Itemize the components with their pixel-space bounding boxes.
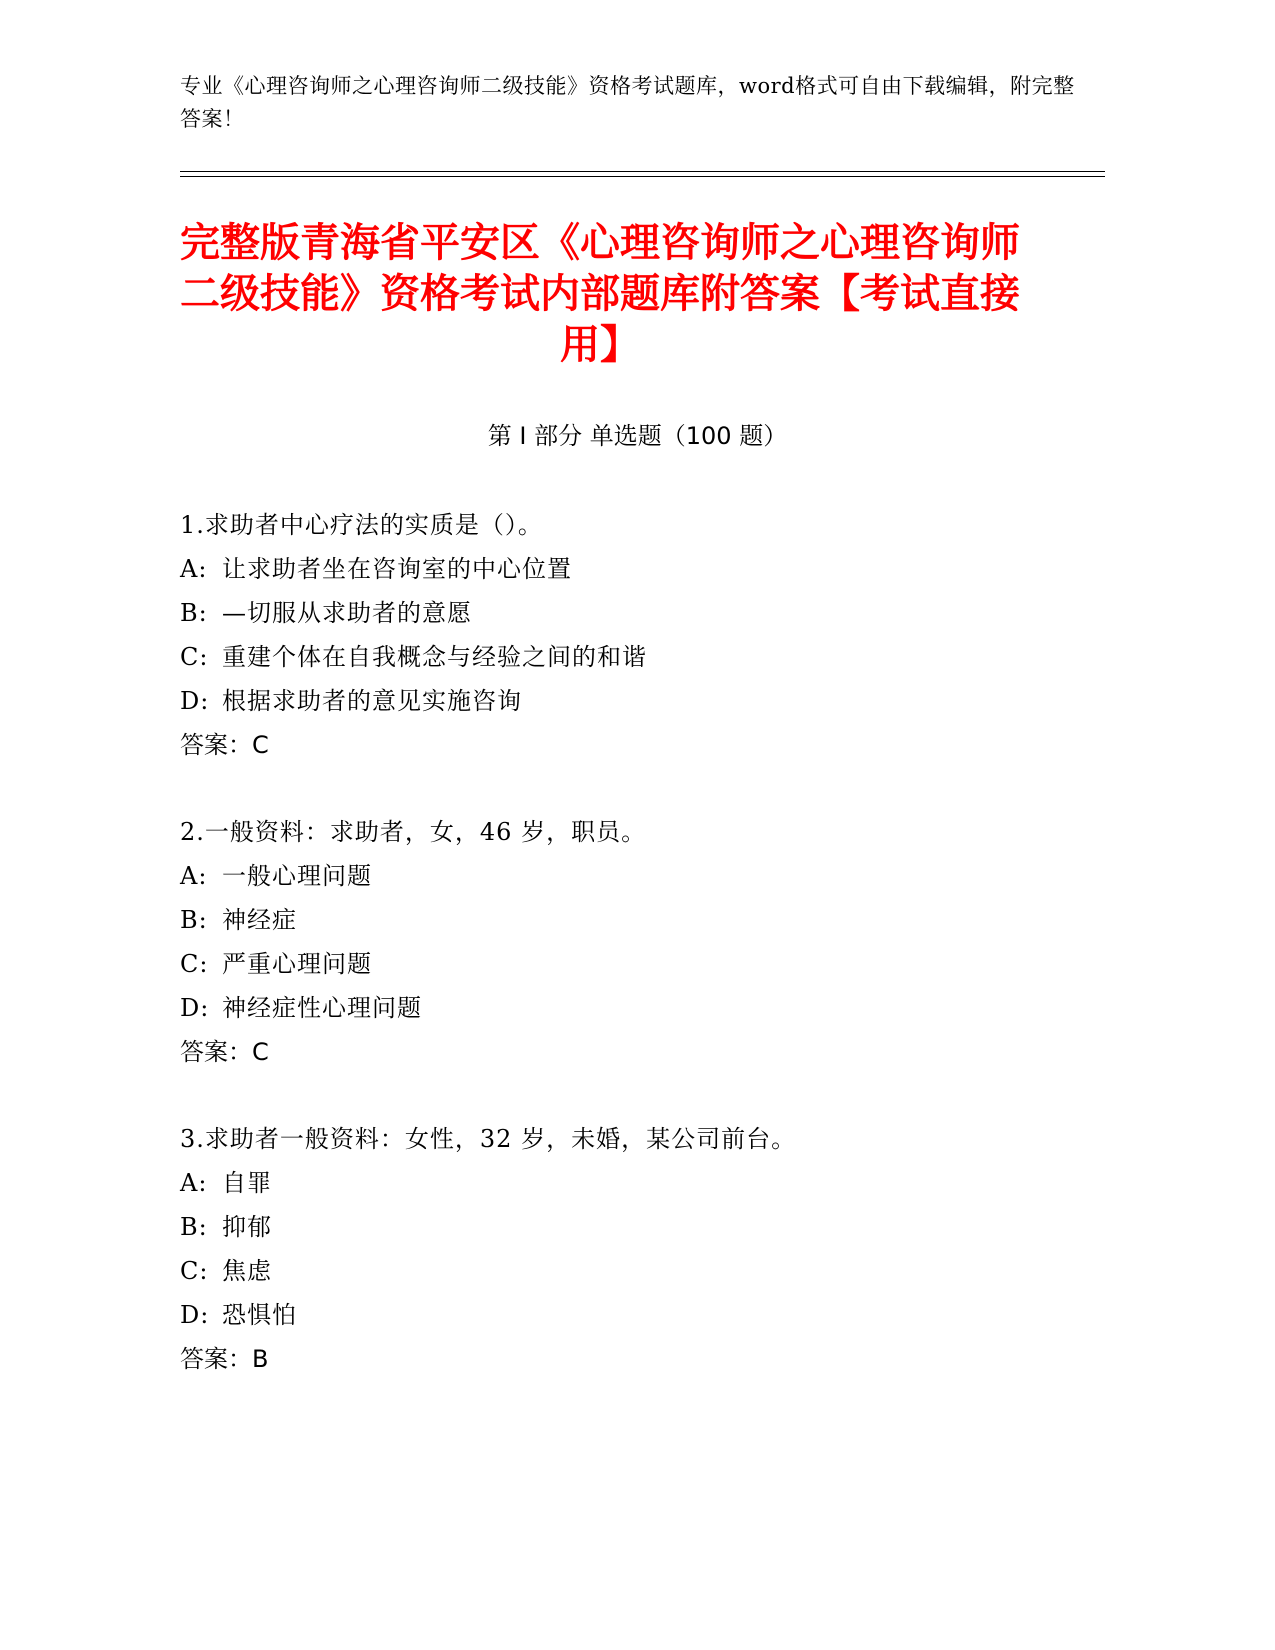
option-letter: D:	[180, 1301, 210, 1329]
option-d	[180, 986, 1080, 1030]
option-b	[180, 591, 1080, 635]
option-c	[180, 942, 1080, 986]
option-text: 严重心理问题	[222, 950, 372, 978]
option-d	[180, 1293, 1080, 1337]
option-text: 根据求助者的意见实施咨询	[222, 687, 522, 715]
answer-line: 答案：C	[180, 1038, 269, 1066]
option-letter: B:	[180, 1213, 208, 1241]
option-letter: B:	[180, 599, 208, 627]
question-list	[180, 503, 1080, 1424]
header-note: 专业《心理咨询师之心理咨询师二级技能》资格考试题库，word格式可自由下载编辑，附完整答案！	[180, 74, 1075, 131]
option-letter: B:	[180, 906, 208, 934]
option-b	[180, 1205, 1080, 1249]
option-text: 一般心理问题	[222, 862, 372, 890]
option-letter: A:	[180, 1169, 208, 1197]
option-text: 焦虑	[222, 1257, 272, 1285]
option-text: 让求助者坐在咨询室的中心位置	[222, 555, 572, 583]
option-text: —切服从求助者的意愿	[222, 599, 472, 627]
option-text: 恐惧怕	[222, 1301, 297, 1329]
header-divider-bottom	[180, 176, 1105, 177]
answer-line: 答案：B	[180, 1345, 269, 1373]
question-block	[180, 810, 1080, 1074]
option-c	[180, 1249, 1080, 1293]
option-letter: A:	[180, 555, 208, 583]
question-block	[180, 503, 1080, 767]
option-text: 自罪	[222, 1169, 272, 1197]
option-text: 神经症	[222, 906, 297, 934]
question-stem: 1.求助者中心疗法的实质是（）。	[180, 511, 543, 539]
document-title: 完整版青海省平安区《心理咨询师之心理咨询师二级技能》资格考试内部题库附答案【考试直接用】	[180, 220, 1020, 368]
option-a	[180, 1161, 1080, 1205]
option-letter: C:	[180, 643, 209, 671]
question-stem: 2.一般资料：求助者，女，46 岁，职员。	[180, 818, 647, 846]
header-divider-top	[180, 171, 1105, 172]
answer-line: 答案：C	[180, 731, 269, 759]
section-heading: 第 I 部分 单选题（100 题）	[487, 422, 788, 450]
option-letter: D:	[180, 687, 210, 715]
option-text: 重建个体在自我概念与经验之间的和谐	[222, 643, 647, 671]
option-letter: A:	[180, 862, 208, 890]
option-text: 神经症性心理问题	[222, 994, 422, 1022]
option-c	[180, 635, 1080, 679]
option-a	[180, 547, 1080, 591]
option-d	[180, 679, 1080, 723]
question-stem: 3.求助者一般资料：女性，32 岁，未婚，某公司前台。	[180, 1125, 797, 1153]
option-text: 抑郁	[222, 1213, 272, 1241]
option-letter: C:	[180, 1257, 209, 1285]
option-a	[180, 854, 1080, 898]
option-b	[180, 898, 1080, 942]
option-letter: C:	[180, 950, 209, 978]
question-block	[180, 1117, 1080, 1381]
option-letter: D:	[180, 994, 210, 1022]
